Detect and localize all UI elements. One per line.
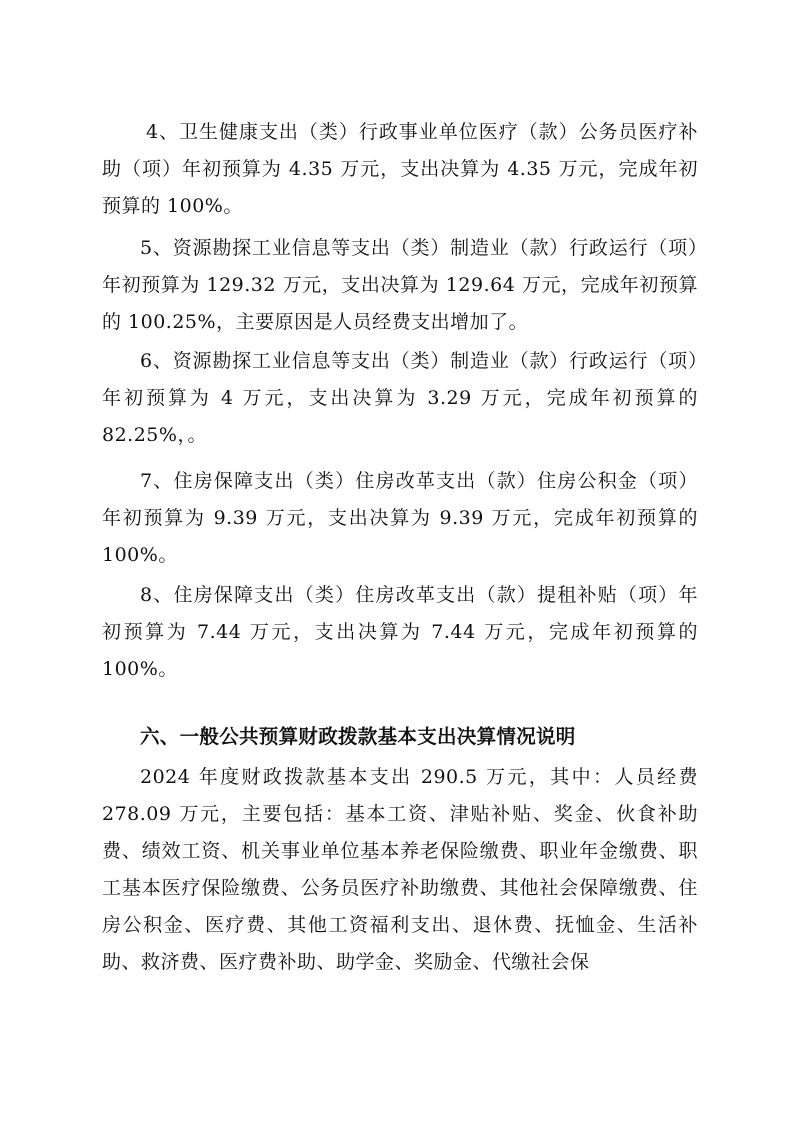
paragraph-item-5: 5、资源勘探工业信息等支出（类）制造业（款）行政运行（项）年初预算为 129.32 万元，支出决算为 129.64 万元，完成年初预算的 100.25%，主要原因是人员经费支出增加了。 — [102, 237, 698, 333]
section-body: 2024 年度财政拨款基本支出 290.5 万元，其中：人员经费 278.09 万元，主要包括：基本工资、津贴补贴、奖金、伙食补助费、绩效工资、机关事业单位基本养老保险缴费、职业年金缴费、职工基本医疗保险缴费、公务员医疗补助缴费、其他社会保障缴费、住房公积金、医疗费、其他工资福利支出、退休费、抚恤金、生活补助、救济费、医疗费补助、助学金、奖励金、代缴社会保 — [102, 766, 698, 973]
paragraph-item-8: 8、住房保障支出（类）住房改革支出（款）提租补贴（项）年初预算为 7.44 万元，支出决算为 7.44 万元，完成年初预算的 100%。 — [102, 584, 698, 680]
paragraph-item-6: 6、资源勘探工业信息等支出（类）制造业（款）行政运行（项）年初预算为 4 万元，支出决算为 3.29 万元，完成年初预算的 82.25%，。 — [102, 350, 698, 446]
paragraph-item-4: 4、卫生健康支出（类）行政事业单位医疗（款）公务员医疗补助（项）年初预算为 4.35 万元，支出决算为 4.35 万元，完成年初预算的 100%。 — [102, 121, 698, 217]
section-heading: 六、一般公共预算财政拨款基本支出决算情况说明 — [140, 725, 576, 748]
paragraph-item-7: 7、住房保障支出（类）住房改革支出（款）住房公积金（项）年初预算为 9.39 万元，支出决算为 9.39 万元，完成年初预算的 100%。 — [102, 470, 698, 566]
